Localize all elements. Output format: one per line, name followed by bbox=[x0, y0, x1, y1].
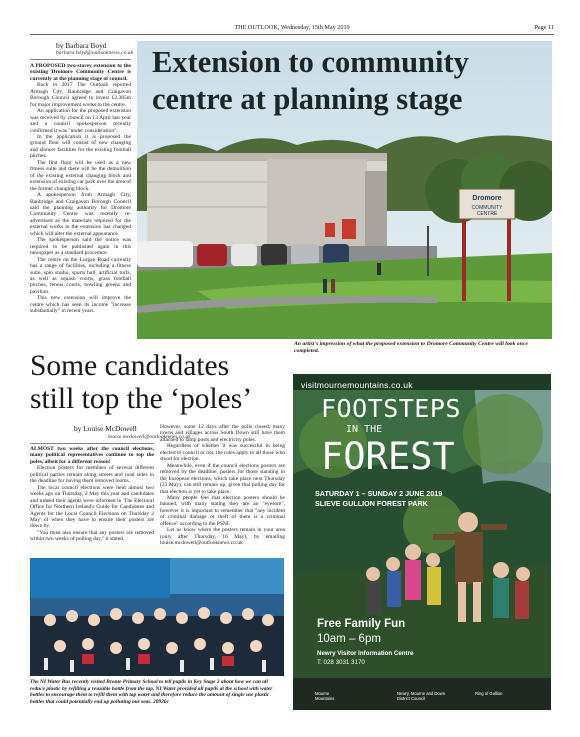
paragraph: The local council elections were held almost two weeks ago on Thursday, 2 May this year and candidates and indeed their agents were informed in 'The Electoral Office for Northern Ireland's Guide for Candidates and Agents for the Local Council Elections on Thursday 2 May' of when they have to ensure their posters are down by. bbox=[30, 484, 154, 530]
advert-fun: Free Family Fun bbox=[317, 618, 406, 630]
advert-website[interactable]: visitmournemountains.co.uk bbox=[301, 380, 413, 390]
advert-hours: 10am – 6pm bbox=[317, 633, 381, 645]
logo-text: Mourne bbox=[315, 691, 330, 696]
logo-text: Mountains bbox=[315, 695, 335, 701]
article-story2-right bbox=[160, 424, 285, 556]
paragraph: The first floor will be used as a new fitness suite and there will be the demolition of the existing external changing block and extension of existing car park over the area of the former changing block. bbox=[30, 159, 131, 192]
headline-line: still top the ‘poles’ bbox=[30, 383, 253, 415]
paragraph: A PROPOSED two-storey extension to the existing Dromore Community Centre is currently at the planning stage of council. bbox=[30, 63, 131, 82]
byline-rule bbox=[30, 443, 154, 444]
byline-email-story2: louise.mcdowell@outlooknews.co.uk bbox=[108, 434, 191, 440]
paragraph: Regardless of whether it was successful in being elected to council or not, the rules apply to all those who stood for election. bbox=[160, 443, 285, 463]
paragraph: A spokesperson from Armagh City, Banbridge and Craigavon Borough Council said the planning authority for Dromore Community Centre was recently re-advertised as the materials required for the external works in the extension has changed which will alter the external appearance. bbox=[30, 192, 131, 237]
school-pupils-photo bbox=[30, 558, 284, 676]
caption-story1: An artist's impression of what the proposed extension to Dromore Community Centre will look once completed. bbox=[294, 341, 528, 354]
paragraph: Let us know where the posters remain in your area (only after Thursday, 16 May), by emailing louise.mcdowell@outlooknews.co.uk bbox=[160, 527, 285, 547]
paragraph: An application for the proposed extension was received by council on 13 April last year and a council spokesperson recently confirmed it was "under consideration". bbox=[30, 108, 131, 134]
paragraph: "You must also ensure that any posters are removed within two weeks of polling day," it stated. bbox=[30, 529, 154, 543]
article-story1-body bbox=[30, 63, 131, 341]
paragraph: This new extension will improve the centre which has seen its income "increase substantially" in recent years. bbox=[30, 295, 131, 315]
sign-line-2: COMMUNITY bbox=[471, 205, 503, 211]
advert-title-line2: IN THE bbox=[346, 424, 383, 435]
headline-story2 bbox=[30, 350, 290, 416]
paragraph: Election posters for members of several different political parties remain along streets and road sides in the deadline for having them removed looms. bbox=[30, 465, 154, 485]
logo-district-council: Newry, Mourne and Down District Council bbox=[397, 691, 446, 701]
headline-story1 bbox=[152, 44, 544, 118]
paragraph: Many people feel that election posters should be banned, with many stating they are an "eyesore", however it is important to remember that "any incident of criminal damage or theft of them is a criminal offence" according to the PSNI. bbox=[160, 494, 285, 527]
logo-mourne-mountains bbox=[315, 692, 334, 702]
paragraph: Back in 2017 The Outlook reported Armagh City, Banbridge and Craigavon Borough Council agreed to invest £2.385m for major improvement works to the centre. bbox=[30, 82, 131, 108]
advert-phone: T: 028 3031 3170 bbox=[317, 659, 365, 666]
headline-line: Extension to community bbox=[152, 45, 469, 79]
byline-rule bbox=[30, 59, 131, 60]
byline-story2: by Louise McDowell bbox=[74, 424, 137, 433]
sign-line-3: CENTRE bbox=[476, 211, 498, 217]
paragraph: The centre on the Lurgan Road currently has a range of facilities, including a fitness suite, spin studio, sports hall, artificial turfs, as well as squash courts, grass football pitches, tennis courts, bowling greens and pavilion. bbox=[30, 256, 131, 295]
advert-venue: Newry Visitor Information Centre bbox=[317, 650, 414, 657]
advert-dates: SATURDAY 1 – SUNDAY 2 JUNE 2019 bbox=[315, 489, 443, 498]
paragraph: The spokesperson said the notice was required to be published again in this newspaper as a standard procedure. bbox=[30, 237, 131, 257]
paragraph: However, some 12 days after the polls closed, many towns and villages across South Down still have them attached to lamp posts and electricity poles. bbox=[160, 424, 285, 443]
byline-email-story1: barbara.boyd@outlooknews.co.uk bbox=[56, 50, 134, 56]
advert-park: SLIEVE GULLION FOREST PARK bbox=[315, 499, 428, 508]
sign-line-1: Dromore bbox=[472, 195, 502, 202]
paragraph: In the application it is proposed the ground floor will consist of new changing and shower facilities for the existing football pitches. bbox=[30, 133, 131, 160]
byline-story1: by Barbara Boyd bbox=[56, 41, 107, 50]
masthead-rule bbox=[30, 34, 554, 35]
advert-footsteps-in-the-forest[interactable] bbox=[293, 374, 551, 710]
paragraph: ALMOST two weeks after the council elections, many political representatives continue to top the poles, albeit for a different reason! bbox=[30, 446, 154, 465]
paragraph: Meanwhile, even if the council elections posters are removed by the deadline, posters for those standing in the European elections, which take place next Thursday (23 May), can still remain up, given that polling day for that election is yet to take place. bbox=[160, 462, 285, 495]
caption-story3: The NI Water Bus recently visited Bronte Primary School to tell pupils in Key Stage 2 about how we can all reduce plastic by refilling a reusable bottle from the tap. NI Water provided all pupils at the school with water bottles to encourage them to refill them with tap water and therefore reduce the amount of single use plastic bottles that could potentially end up polluting our seas. 20926c bbox=[30, 679, 273, 705]
advert-title-line3: FOREST bbox=[321, 435, 455, 478]
page-number: Page 11 bbox=[534, 24, 554, 31]
advert-title-line1: FOOTSTEPS bbox=[321, 394, 461, 423]
headline-line: centre at planning stage bbox=[152, 82, 463, 116]
article-story2-left bbox=[30, 446, 154, 556]
masthead-title: THE OUTLOOK, Wednesday, 15th May 2019 bbox=[234, 24, 350, 31]
headline-line: Some candidates bbox=[30, 350, 230, 382]
logo-ring-of-gullion: Ring of Gullion bbox=[475, 691, 503, 696]
photo-school-pupils bbox=[30, 558, 284, 676]
